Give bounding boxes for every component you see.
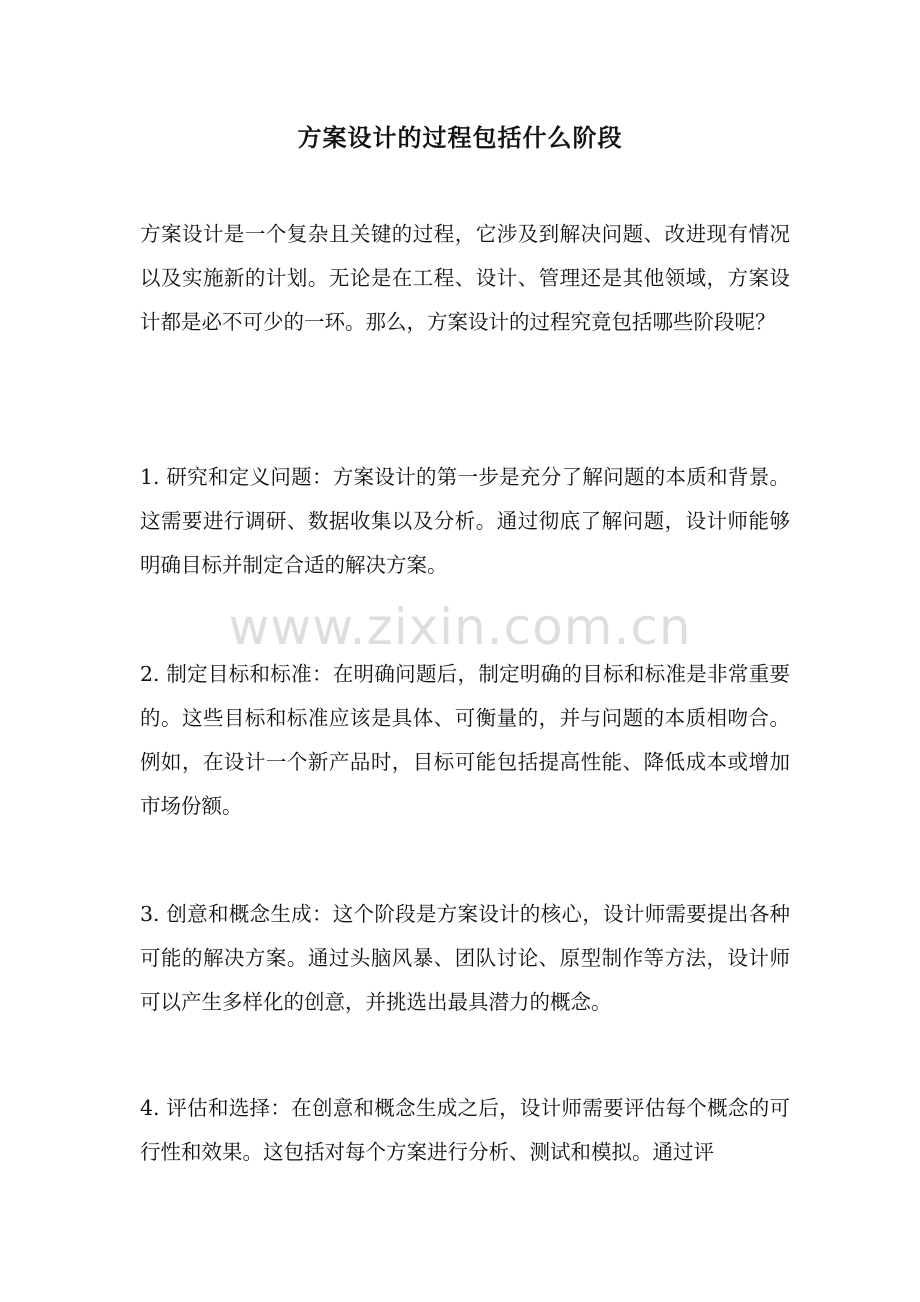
section-2-paragraph: 2. 制定目标和标准：在明确问题后，制定明确的目标和标准是非常重要的。这些目标和标准应该是具体、可衡量的，并与问题的本质相吻合。例如，在设计一个新产品时，目标可能包括提高性能、降低成本或增加市场份额。 (140, 662, 790, 818)
section-4-paragraph: 4. 评估和选择：在创意和概念生成之后，设计师需要评估每个概念的可行性和效果。这包括对每个方案进行分析、测试和模拟。通过评 (140, 1096, 790, 1164)
document-title: 方案设计的过程包括什么阶段 (297, 123, 623, 152)
intro-paragraph: 方案设计是一个复杂且关键的过程，它涉及到解决问题、改进现有情况以及实施新的计划。无论是在工程、设计、管理还是其他领域，方案设计都是必不可少的一环。那么，方案设计的过程究竟包括哪些阶段呢？ (140, 222, 790, 334)
watermark: www.zixin.com.cn (228, 598, 692, 656)
section-1-paragraph: 1. 研究和定义问题：方案设计的第一步是充分了解问题的本质和背景。这需要进行调研、数据收集以及分析。通过彻底了解问题，设计师能够明确目标并制定合适的解决方案。 (140, 465, 790, 577)
section-3-paragraph: 3. 创意和概念生成：这个阶段是方案设计的核心，设计师需要提出各种可能的解决方案。通过头脑风暴、团队讨论、原型制作等方法，设计师可以产生多样化的创意，并挑选出最具潜力的概念。 (140, 902, 790, 1014)
